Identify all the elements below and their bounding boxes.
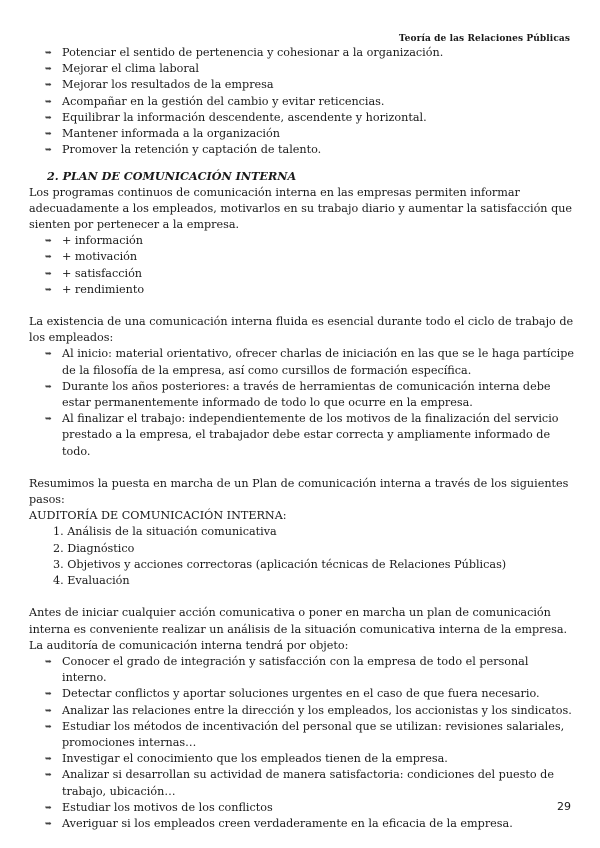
list-item: ➥ Equilibrar la información descendente, ascendente y horizontal.	[45, 110, 574, 126]
audit-paragraph: La auditoría de comunicación interna tendrá por objeto:	[29, 638, 349, 652]
arrow-bullet-icon: ➥	[45, 252, 52, 262]
arrow-bullet-icon: ➥	[45, 64, 52, 74]
list-item: ➥ Al finalizar el trabajo: independientemente de los motivos de la finalización del servicio prestado a la empresa, el trabajador debe estar correcta y ampliamente informado de todo.	[45, 412, 559, 458]
running-header: Teoría de las Relaciones Públicas	[398, 34, 570, 44]
intro-list	[29, 45, 574, 158]
arrow-bullet-icon: ➥	[45, 80, 52, 90]
arrow-bullet-icon: ➥	[45, 112, 52, 122]
list-item: ➥ + rendimiento	[45, 282, 574, 298]
arrow-bullet-icon: ➥	[45, 770, 52, 780]
arrow-bullet-icon: ➥	[45, 268, 52, 278]
list-item: ➥ Detectar conflictos y aportar soluciones urgentes en el caso de que fuera necesario.	[45, 686, 574, 702]
list-item: ➥ Promover la retención y captación de talento.	[45, 142, 574, 158]
audit-list	[29, 654, 574, 832]
cycle-paragraph: La existencia de una comunicación interna fluida es esencial durante todo el ciclo de trabajo de los empleados:	[29, 315, 574, 345]
arrow-bullet-icon: ➥	[45, 689, 52, 699]
list-item: ➥ Analizar si desarrollan su actividad de manera satisfactoria: condiciones del puesto de trabajo, ubicación…	[45, 768, 554, 798]
list-item: ➥ Averiguar si los empleados creen verdaderamente en la eficacia de la empresa.	[45, 816, 574, 832]
arrow-bullet-icon: ➥	[45, 349, 52, 359]
step-item: 2. Diagnóstico	[53, 541, 135, 555]
arrow-bullet-icon: ➥	[45, 236, 52, 246]
arrow-bullet-icon: ➥	[45, 48, 52, 57]
step-item: 4. Evaluación	[53, 574, 130, 588]
section-number: 2.	[47, 169, 59, 184]
list-item: ➥ Mejorar los resultados de la empresa	[45, 77, 574, 93]
page-number: 29	[557, 800, 571, 813]
list-item: ➥ Conocer el grado de integración y satisfacción con la empresa de todo el personal interno.	[45, 654, 529, 685]
arrow-bullet-icon: ➥	[45, 414, 52, 424]
step-item: 1. Análisis de la situación comunicativa	[53, 525, 277, 539]
page-content	[29, 45, 574, 832]
arrow-bullet-icon: ➥	[45, 818, 52, 828]
audit-title: AUDITORÍA DE COMUNICACIÓN INTERNA:	[29, 509, 287, 523]
section-title: PLAN DE COMUNICACIÓN INTERNA	[62, 169, 297, 184]
arrow-bullet-icon: ➥	[45, 754, 52, 764]
spacer	[29, 460, 574, 476]
list-item: ➥ Al inicio: material orientativo, ofrecer charlas de iniciación en las que se le haga partícipe de la filosofía de la empresa, así como cursillos de formación específica.	[45, 347, 575, 377]
list-item: ➥ + motivación	[45, 249, 574, 265]
arrow-bullet-icon: ➥	[45, 284, 52, 294]
summary-line: Resumimos la puesta en marcha de un Plan de comunicación interna a través de los siguientes pasos:	[29, 476, 569, 507]
arrow-bullet-icon: ➥	[45, 705, 52, 715]
step-item: 3. Objetivos y acciones correctoras (aplicación técnicas de Relaciones Públicas)	[53, 557, 507, 571]
spacer	[29, 298, 574, 314]
list-item: ➥ Potenciar el sentido de pertenencia y cohesionar a la organización.	[45, 45, 574, 61]
arrow-bullet-icon: ➥	[45, 145, 52, 155]
list-item: ➥ Estudiar los motivos de los conflictos	[45, 800, 574, 816]
arrow-bullet-icon: ➥	[45, 656, 52, 666]
arrow-bullet-icon: ➥	[45, 721, 52, 731]
section-heading	[29, 168, 574, 184]
before-paragraph: Antes de iniciar cualquier acción comunicativa o poner en marcha un plan de comunicación interna es conveniente realizar un análisis de la situación comunicativa interna de la empresa.	[29, 606, 568, 636]
arrow-bullet-icon: ➥	[45, 381, 52, 391]
list-item: ➥ Acompañar en la gestión del cambio y evitar reticencias.	[45, 94, 574, 110]
intro-paragraph: Los programas continuos de comunicación interna en las empresas permiten informar adecuadamente a los empleados, motivarlos en su trabajo diario y aumentar la satisfacción que sienten por pertenecer a la empresa.	[29, 185, 573, 232]
plus-list	[29, 233, 574, 298]
cycle-list	[29, 346, 574, 459]
list-item: ➥ Analizar las relaciones entre la dirección y los empleados, los accionistas y los sindicatos.	[45, 703, 574, 719]
list-item: ➥ Mantener informada a la organización	[45, 126, 574, 142]
arrow-bullet-icon: ➥	[45, 129, 52, 139]
list-item: ➥ Estudiar los métodos de incentivación del personal que se utilizan: revisiones salariales, promociones internas…	[45, 719, 565, 749]
list-item: ➥ Mejorar el clima laboral	[45, 61, 574, 77]
list-item: ➥ Durante los años posteriores: a través de herramientas de comunicación interna debe estar permanentemente informado de todo lo que ocurre en la empresa.	[45, 379, 551, 410]
list-item: ➥ Investigar el conocimiento que los empleados tienen de la empresa.	[45, 751, 574, 767]
list-item: ➥ + información	[45, 233, 574, 249]
list-item: ➥ + satisfacción	[45, 266, 574, 282]
arrow-bullet-icon: ➥	[45, 96, 52, 106]
steps-list	[29, 524, 574, 589]
spacer	[29, 589, 574, 605]
arrow-bullet-icon: ➥	[45, 802, 52, 812]
